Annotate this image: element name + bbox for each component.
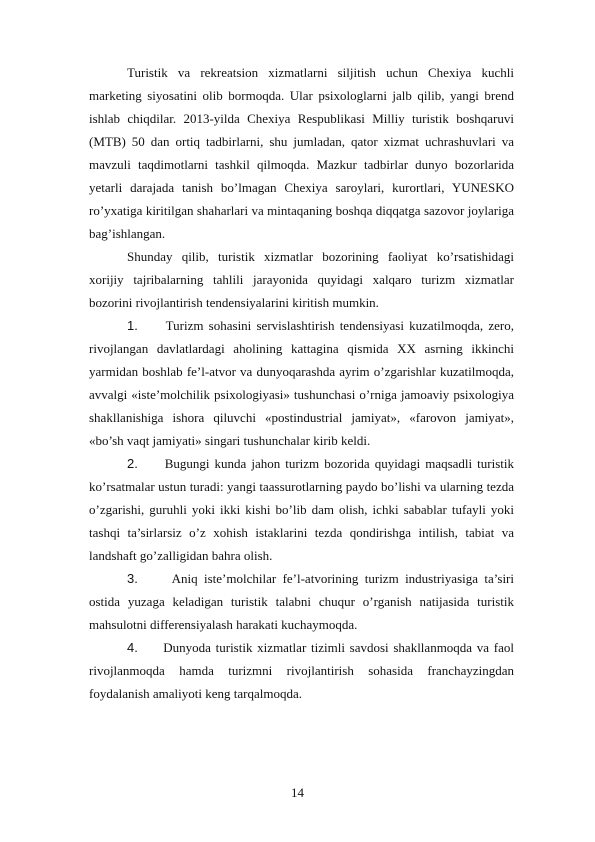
list-item-3 (89, 567, 514, 636)
list-item-text: Bugungi kunda jahon turizm bozorida quyidagi maqsadli turistik ko’rsatmalar ustun turadi: yangi taassurotlarning paydo bo’lishi va ularning tezda o’zgarishi, guruhli yoki ikki kishi bo’lib dam olish, ichki sabablar tufayli yoki tashqi ta’sirlarsiz o’z xohish istaklarini tezda qondirishga intilish, tabiat va landshaft go’zalligidan bahra olish. (89, 456, 514, 563)
body-text (89, 61, 514, 705)
paragraph-text: Shunday qilib, turistik xizmatlar bozorining faoliyat ko’rsatishidagi xorijiy tajribalarning tahlili jarayonida quyidagi xalqaro turizm xizmatlar bozorini rivojlantirish tendensiyalarini kiritish mumkin. (89, 249, 514, 310)
list-item-1 (89, 314, 514, 452)
list-item-2 (89, 452, 514, 567)
list-number: 2. (127, 456, 138, 471)
list-item-text: Turizm sohasini servislashtirish tendensiyasi kuzatilmoqda, zero, rivojlangan davlatlardagi aholining kattagina qismida XX asrning ikkinchi yarmidan boshlab fe’l-atvor va dunyoqarashda ayrim o’zgarishlar kuzatilmoqda, avvalgi «iste’molchilik psixologiyasi» tushunchasi o’rniga jamoaviy psixologiya shakllanishiga ishora qiluvchi «postindustrial jamiyat», «farovon jamiyat», «bo’sh vaqt jamiyati» singari tushunchalar kirib keldi. (89, 318, 514, 448)
list-number: 3. (127, 571, 138, 586)
list-number: 4. (127, 640, 138, 655)
list-number: 1. (127, 318, 138, 333)
paragraph-text: Turistik va rekreatsion xizmatlarni siljitish uchun Chexiya kuchli marketing siyosatini olib bormoqda. Ular psixologlarni jalb qilib, yangi brend ishlab chiqdilar. 2013-yilda Chexiya Respublikasi Milliy turistik boshqaruvi (MTB) 50 dan ortiq tadbirlarni, shu jumladan, qator xizmat uchrashuvlari va mavzuli taqdimotlarni tashkil qilmoqda. Mazkur tadbirlar dunyo bozorlarida yetarli darajada tanish bo’lmagan Chexiya saroylari, kurortlari, YUNESKO ro’yxatiga kiritilgan shaharlari va mintaqaning boshqa diqqatga sazovor joylariga bag’ishlangan. (89, 65, 514, 241)
list-item-text: Aniq iste’molchilar fe’l-atvorining turizm industriyasiga ta’siri ostida yuzaga keladigan turistik talabni chuqur o’rganish natijasida turistik mahsulotni differensiyalash harakati kuchaymoqda. (89, 571, 515, 632)
paragraph-intro (89, 61, 514, 245)
list-item-4 (89, 636, 514, 705)
page-number: 14 (291, 785, 304, 800)
paragraph-summary (89, 245, 514, 314)
list-item-text: Dunyoda turistik xizmatlar tizimli savdosi shakllanmoqda va faol rivojlanmoqda hamda turizmni rivojlantirish sohasida franchayzingdan foydalanish amaliyoti keng tarqalmoqda. (89, 640, 514, 701)
